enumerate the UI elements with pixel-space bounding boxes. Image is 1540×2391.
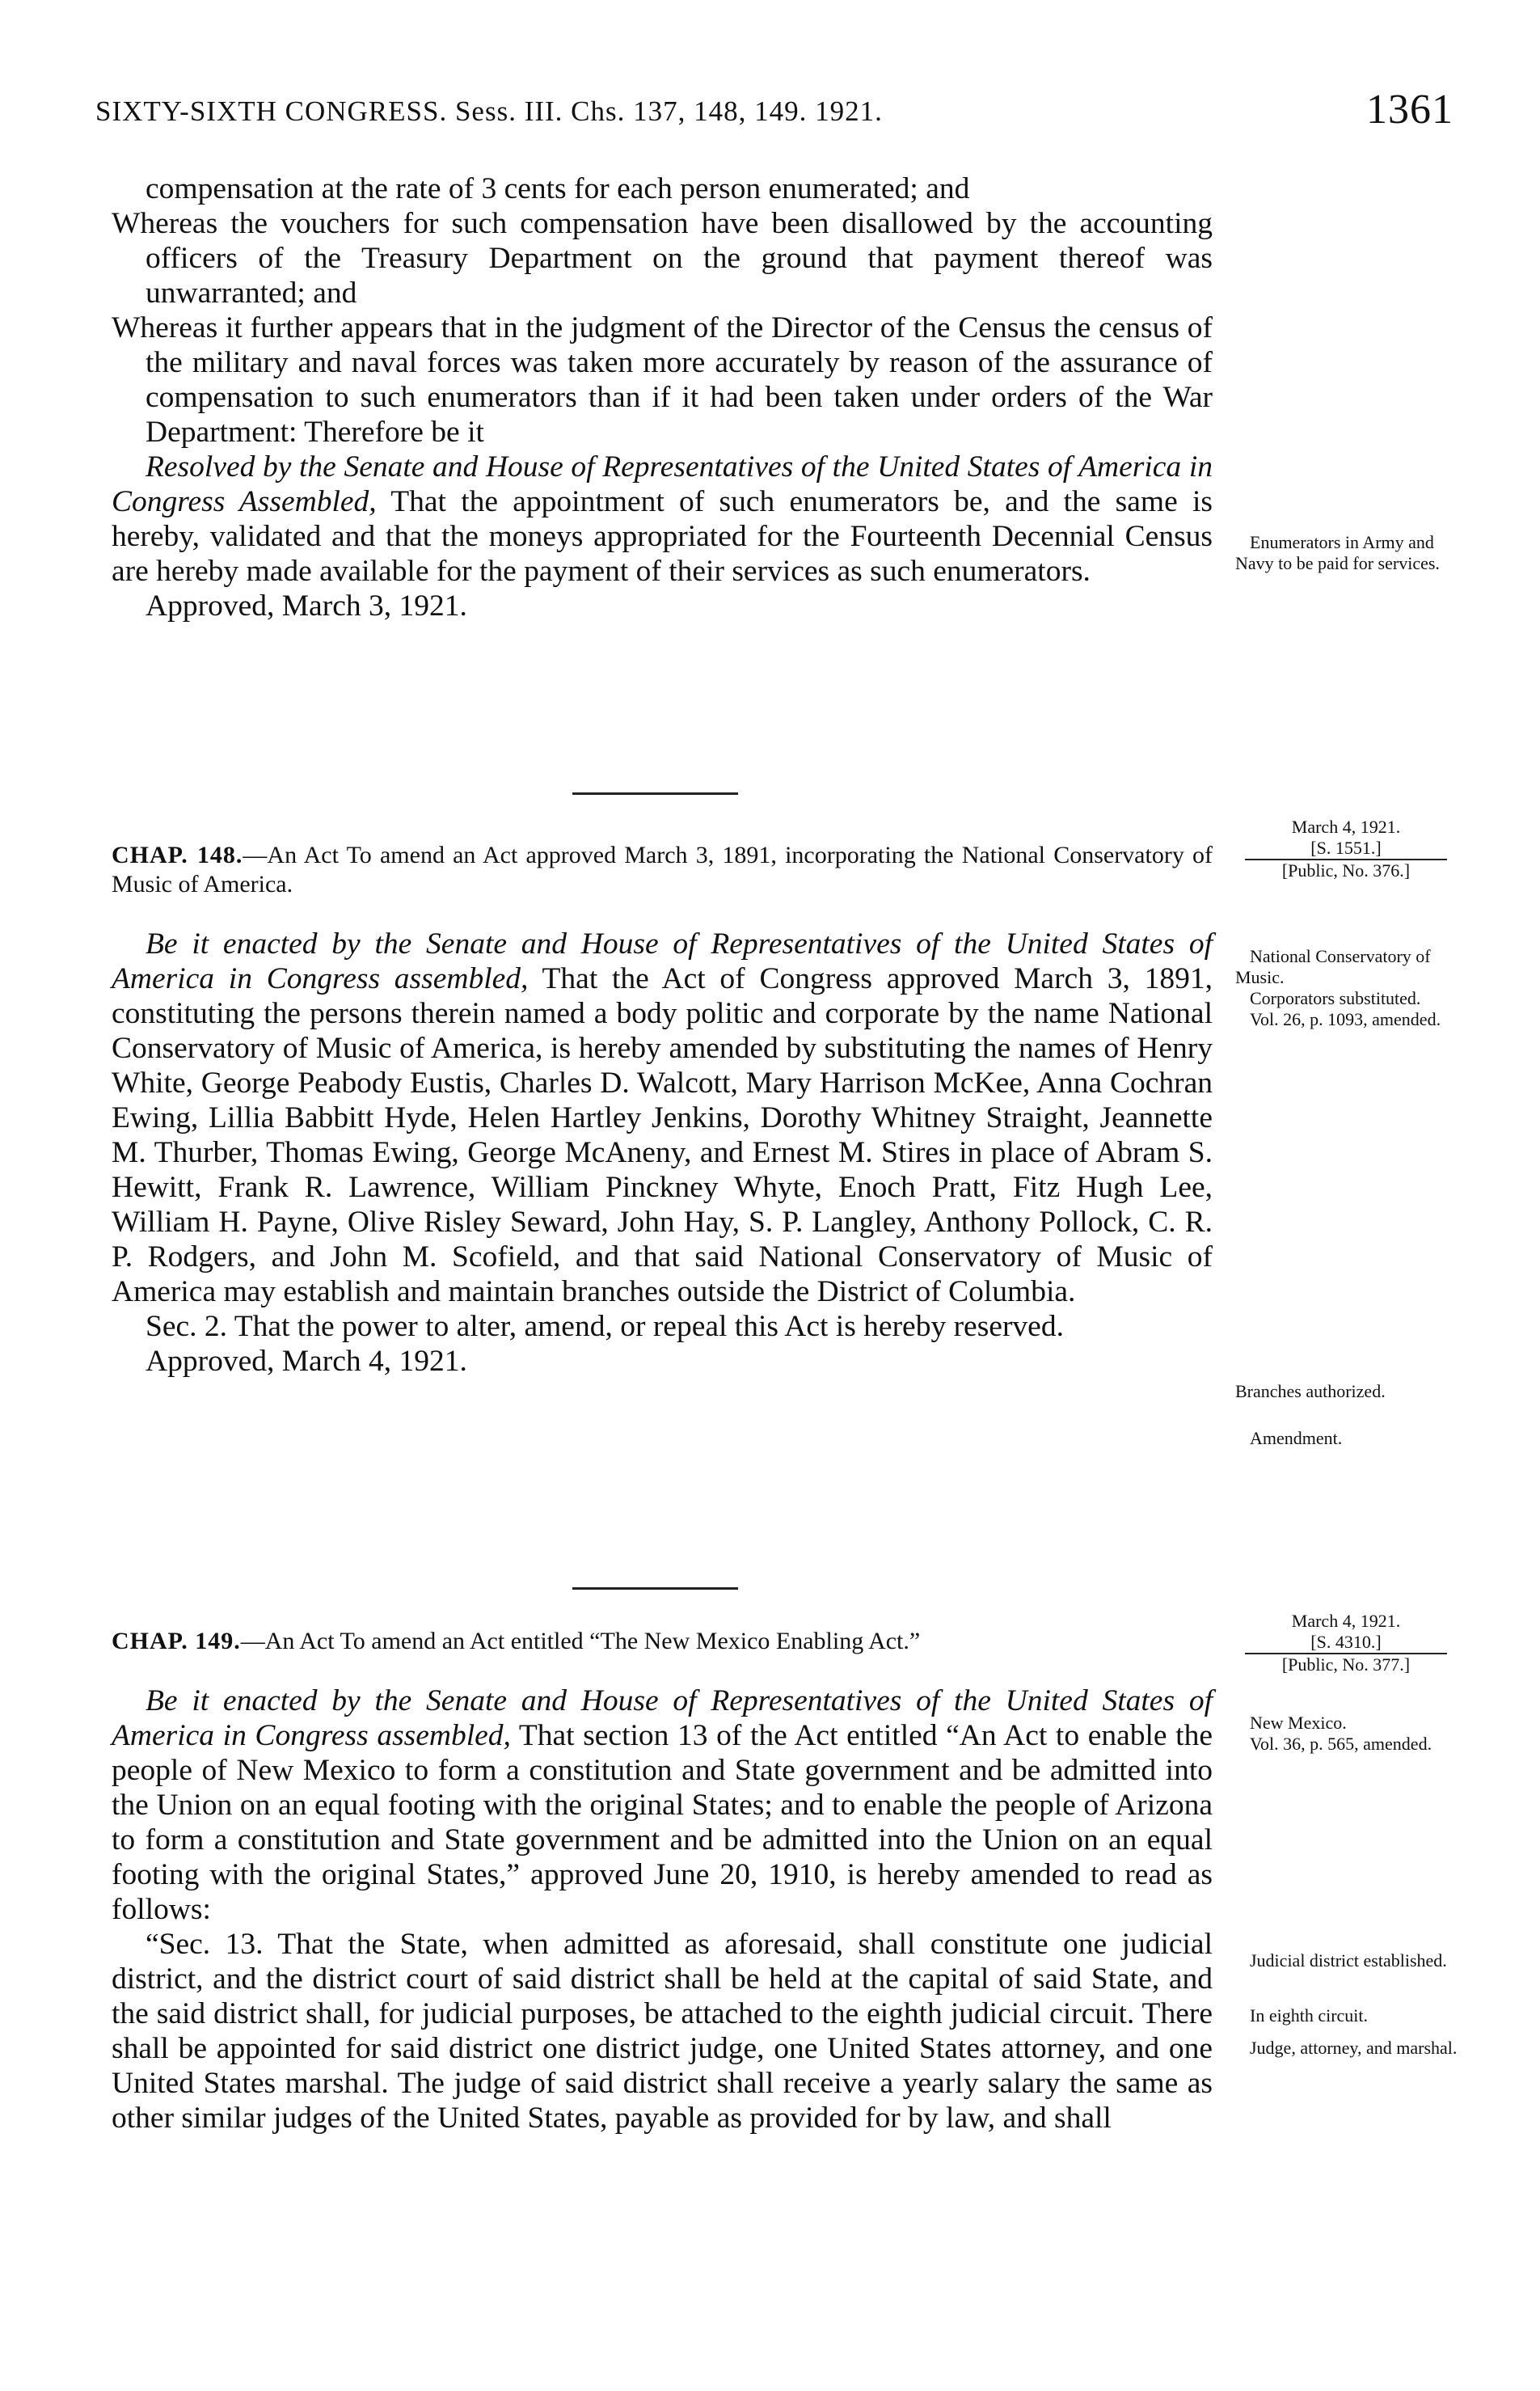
chap-148-label: CHAP. 148. — [112, 842, 243, 868]
chap-148-public-law: [Public, No. 376.] — [1281, 860, 1411, 881]
margin-vol26: Vol. 26, p. 1093, amended. — [1250, 1009, 1441, 1029]
margin-eighth — [1235, 2005, 1462, 2026]
margin-chap-149-citation — [1245, 1611, 1447, 1675]
section-divider — [572, 1587, 738, 1590]
margin-note-enumerators — [1235, 532, 1462, 574]
margin-branches-text: Branches authorized. — [1235, 1381, 1386, 1401]
margin-amendment-text: Amendment. — [1250, 1428, 1343, 1448]
chap-148-date: March 4, 1921. — [1291, 817, 1401, 837]
margin-judge — [1235, 2038, 1462, 2059]
margin-amendment — [1235, 1428, 1462, 1449]
enacting-clause-148 — [112, 927, 1213, 1309]
margin-branches — [1235, 1363, 1462, 1420]
paragraph-compensation: compensation at the rate of 3 cents for each person enumerated; and — [146, 172, 970, 205]
whereas-census: Whereas it further appears that in the judgment of the Director of the Census the census of the military and naval forces was taken more accurately by reason of the assurance of compensation to such enumerators than if it had been taken under orders of the War Department: Therefore be it — [112, 311, 1213, 449]
chapter-148 — [112, 841, 1213, 1379]
margin-notes-149 — [1235, 1713, 1462, 1755]
enacting-clause-149 — [112, 1683, 1213, 1927]
margin-judicial — [1235, 1950, 1462, 1971]
section-divider — [572, 792, 738, 795]
resolved-italic: Resolved by the Senate and House of Representatives of the United States of America in Congress Assembled, — [112, 450, 1213, 518]
sec-13: “Sec. 13. That the State, when admitted as aforesaid, shall constitute one judicial district, and the district court of said district shall be held at the capital of said State, and the said district shall, for judicial purposes, be attached to the eighth judicial circuit. There shall be appointed for said district one district judge, one United States attorney, and one United States marshal. The judge of said district shall receive a yearly salary the same as other similar judges of the United States, payable as provided for by law, and shall — [112, 1928, 1213, 2135]
chapter-149 — [112, 1627, 1213, 2135]
margin-chap-148-citation — [1245, 817, 1447, 881]
chap-149-label: CHAP. 149. — [112, 1628, 241, 1654]
margin-eighth-text: In eighth circuit. — [1250, 2005, 1369, 2026]
page-number: 1361 — [1366, 87, 1454, 133]
running-title: SIXTY-SIXTH CONGRESS. Sess. III. Chs. 137, 148, 149. 1921. — [95, 95, 883, 127]
approved-148: Approved, March 4, 1921. — [146, 1345, 467, 1378]
chap-149-public-law: [Public, No. 377.] — [1281, 1654, 1411, 1675]
margin-enumerators-text: Enumerators in Army and Navy to be paid for services. — [1235, 532, 1440, 573]
chap-148-title: —An Act To amend an Act approved March 3, 1891, incorporating the National Conservatory of Music of America. — [112, 842, 1213, 898]
chap-148-bill: [S. 1551.] — [1245, 838, 1447, 860]
approved-137: Approved, March 3, 1921. — [146, 589, 467, 623]
margin-corporators: Corporators substituted. — [1250, 988, 1421, 1008]
margin-vol36: Vol. 36, p. 565, amended. — [1250, 1734, 1432, 1754]
enact-149-italic: Be it enacted by the Senate and House of Representatives of the United States of America in Congress assembled, — [112, 1684, 1213, 1752]
chapter-137-continuation — [112, 171, 1213, 623]
chap-148-heading — [112, 841, 1213, 899]
resolved-clause — [112, 450, 1213, 589]
enact-148-italic: Be it enacted by the Senate and House of Representatives of the United States of America in Congress assembled, — [112, 927, 1213, 995]
enact-148-text: That the Act of Congress approved March 3, 1891, constituting the persons therein named a body politic and corporate by the name National Conservatory of Music of America, is hereby amended by substituting the names of Henry White, George Peabody Eustis, Charles D. Walcott, Mary Harrison McKee, Anna Cochran Ewing, Lillia Babbitt Hyde, Helen Hartley Jenkins, Dorothy Whitney Straight, Jeannette M. Thurber, Thomas Ewing, George McAneny, and Ernest M. Stires in place of Abram S. Hewitt, Frank R. Lawrence, William Pinckney Whyte, Enoch Pratt, Fitz Hugh Lee, William H. Payne, Olive Risley Seward, John Hay, S. P. Langley, Anthony Pollock, C. R. P. Rodgers, and John M. Scofield, and that said National Conservatory of Music of America may establish and maintain branches outside the District of Columbia. — [112, 962, 1213, 1308]
chap-149-heading — [112, 1627, 1213, 1656]
chap-149-bill: [S. 4310.] — [1245, 1632, 1447, 1654]
margin-conservatory: National Conservatory of Music. — [1235, 946, 1431, 987]
running-header — [95, 86, 1454, 134]
chap-149-title: —An Act To amend an Act entitled “The New Mexico Enabling Act.” — [240, 1628, 921, 1654]
chap-149-date: March 4, 1921. — [1291, 1611, 1401, 1631]
margin-notes-148 — [1235, 946, 1462, 1030]
whereas-vouchers: Whereas the vouchers for such compensation have been disallowed by the accounting officers of the Treasury Department on the ground that payment thereof was unwarranted; and — [112, 207, 1213, 310]
resolved-text: That the appointment of such enumerators be, and the same is hereby, validated and that the moneys appropriated for the Fourteenth Decennial Census are hereby made available for the payment of their services as such enumerators. — [112, 485, 1213, 588]
margin-judicial-text: Judicial district established. — [1250, 1950, 1447, 1971]
enact-149-text: That section 13 of the Act entitled “An Act to enable the people of New Mexico to form a constitution and State government and be admitted into the Union on an equal footing with the original States; and to enable the people of Arizona to form a constitution and State government and be admitted into the Union on an equal footing with the original States,” approved June 20, 1910, is hereby amended to read as follows: — [112, 1719, 1213, 1926]
sec-2: Sec. 2. That the power to alter, amend, or repeal this Act is hereby reserved. — [146, 1310, 1064, 1343]
margin-judge-text: Judge, attorney, and marshal. — [1250, 2038, 1458, 2058]
margin-new-mexico: New Mexico. — [1250, 1713, 1347, 1733]
